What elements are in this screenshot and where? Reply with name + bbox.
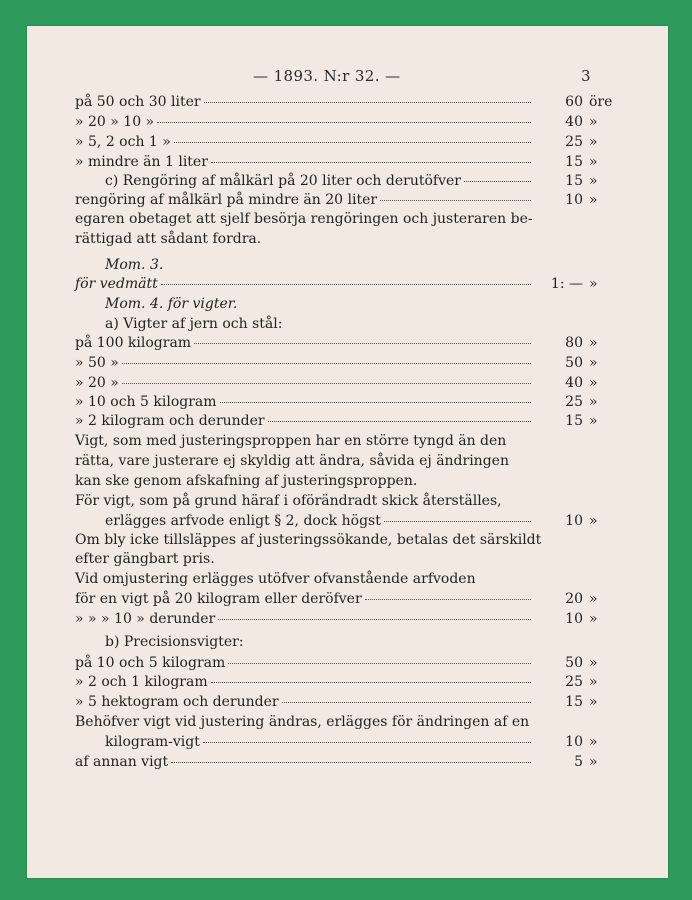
amount-unit: » — [589, 375, 598, 391]
amount-value: 20 — [565, 591, 583, 607]
amount-value: 50 — [565, 355, 583, 371]
entry-label: för en vigt på 20 kilogram eller deröfver — [75, 591, 362, 607]
body-text: Vigt, som med justeringsproppen har en större tyngd än den — [75, 433, 507, 449]
entry-amount — [537, 353, 615, 373]
body-text: För vigt, som på grund häraf i oförändradt skick återställes, — [75, 493, 502, 509]
dot-leader — [174, 141, 531, 143]
entry-label: » » » 10 » derunder — [75, 611, 216, 627]
dot-leader — [218, 618, 531, 620]
amount-unit: » — [589, 754, 598, 770]
dot-leader — [161, 283, 531, 285]
tariff-entry — [75, 373, 615, 393]
amount-unit: » — [589, 513, 598, 529]
body-text: rätta, vare justerare ej skyldig att ändra, såvida ej ändringen — [75, 453, 509, 469]
entry-label: » 2 kilogram och derunder — [75, 413, 265, 429]
entry-amount — [537, 732, 615, 752]
entry-label: » 5 hektogram och derunder — [75, 694, 279, 710]
entry-label: på 50 och 30 liter — [75, 94, 201, 110]
entry-amount — [537, 672, 615, 692]
tariff-entry — [75, 392, 615, 412]
amount-unit: » — [589, 173, 598, 189]
entry-label: för vedmätt — [75, 276, 158, 292]
entry-label: c) Rengöring af målkärl på 20 liter och derutöfver — [105, 173, 461, 189]
amount-unit: » — [589, 154, 598, 170]
amount-value: 10 — [565, 611, 583, 627]
entry-label: » 10 och 5 kilogram — [75, 394, 217, 410]
tariff-entry — [75, 411, 615, 431]
amount-value: 10 — [565, 734, 583, 750]
entry-amount — [537, 112, 615, 132]
amount-unit: » — [589, 134, 598, 150]
amount-unit: » — [589, 355, 598, 371]
body-text: efter gängbart pris. — [75, 551, 215, 567]
amount-value: 10 — [565, 192, 583, 208]
entry-label: » 50 » — [75, 355, 119, 371]
amount-value: 10 — [565, 513, 583, 529]
tariff-entry — [75, 692, 615, 712]
entry-label: » mindre än 1 liter — [75, 154, 208, 170]
entry-amount — [537, 132, 615, 152]
amount-value: 15 — [565, 694, 583, 710]
entry-label: af annan vigt — [75, 754, 169, 770]
tariff-entry — [75, 152, 615, 172]
entry-label: kilogram-vigt — [105, 734, 200, 750]
dot-leader — [157, 121, 531, 123]
amount-unit: » — [589, 674, 598, 690]
page-number: 3 — [581, 67, 591, 85]
dot-leader — [203, 741, 531, 743]
amount-unit: » — [589, 335, 598, 351]
section-heading: Mom. 3. — [105, 257, 164, 273]
amount-value: 25 — [565, 134, 583, 150]
entry-amount — [537, 511, 615, 531]
amount-unit: » — [589, 611, 598, 627]
entry-label: » 5, 2 och 1 » — [75, 134, 171, 150]
dot-leader — [194, 342, 531, 344]
entry-amount — [537, 333, 615, 353]
dot-leader — [171, 761, 531, 763]
entry-label: erlägges arfvode enligt § 2, dock högst — [105, 513, 381, 529]
dot-leader — [211, 681, 531, 683]
tariff-entry — [75, 589, 615, 609]
entry-label: på 100 kilogram — [75, 335, 192, 351]
amount-value: 25 — [565, 674, 583, 690]
dot-leader — [228, 662, 531, 664]
amount-unit: » — [589, 114, 598, 130]
entry-amount — [537, 653, 615, 673]
tariff-entry — [75, 511, 615, 531]
amount-unit: » — [589, 192, 598, 208]
dot-leader — [384, 520, 531, 522]
amount-value: 50 — [565, 655, 583, 671]
amount-value: 15 — [565, 154, 583, 170]
amount-unit: » — [589, 276, 598, 292]
amount-value: 40 — [565, 375, 583, 391]
amount-unit: » — [589, 734, 598, 750]
dot-leader — [365, 598, 531, 600]
amount-value: 40 — [565, 114, 583, 130]
tariff-entry — [75, 171, 615, 191]
document-page — [27, 26, 668, 878]
amount-value: 15 — [565, 413, 583, 429]
amount-value: 25 — [565, 394, 583, 410]
amount-unit: » — [589, 591, 598, 607]
tariff-entry — [75, 132, 615, 152]
dot-leader — [220, 401, 531, 403]
amount-unit: » — [589, 694, 598, 710]
body-text: a) Vigter af jern och stål: — [105, 316, 283, 332]
tariff-entry — [75, 653, 615, 673]
entry-label: » 2 och 1 kilogram — [75, 674, 208, 690]
amount-value: 5 — [574, 754, 583, 770]
tariff-entry — [75, 672, 615, 692]
dot-leader — [122, 382, 531, 384]
amount-unit: » — [589, 394, 598, 410]
body-text: kan ske genom afskafning af justeringsproppen. — [75, 473, 418, 489]
entry-amount — [537, 152, 615, 172]
dot-leader — [122, 362, 531, 364]
dot-leader — [282, 701, 531, 703]
tariff-entry — [75, 609, 615, 629]
amount-unit: » — [589, 413, 598, 429]
body-text: b) Precisionsvigter: — [105, 634, 244, 650]
amount-value: 15 — [565, 173, 583, 189]
tariff-entry — [75, 732, 615, 752]
tariff-entry — [75, 333, 615, 353]
entry-amount — [537, 692, 615, 712]
entry-amount — [537, 171, 615, 191]
body-text: Om bly icke tillsläppes af justeringssökande, betalas det särskildt — [75, 532, 542, 548]
dot-leader — [204, 101, 531, 103]
entry-label: » 20 » — [75, 375, 119, 391]
amount-value: 80 — [565, 335, 583, 351]
entry-amount — [537, 589, 615, 609]
header-title: — 1893. N:r 32. — — [253, 67, 401, 85]
tariff-entry — [75, 752, 615, 772]
entry-amount — [537, 274, 615, 294]
entry-label: på 10 och 5 kilogram — [75, 655, 226, 671]
dot-leader — [380, 199, 531, 201]
entry-amount — [537, 92, 615, 112]
entry-amount — [537, 411, 615, 431]
amount-unit: » — [589, 655, 598, 671]
entry-amount — [537, 373, 615, 393]
dot-leader — [211, 161, 531, 163]
amount-unit: öre — [589, 94, 613, 110]
entry-label: » 20 » 10 » — [75, 114, 155, 130]
dot-leader — [268, 420, 531, 422]
tariff-entry — [75, 353, 615, 373]
entry-amount — [537, 190, 615, 210]
amount-value: 1: — — [550, 276, 583, 292]
tariff-entry — [75, 190, 615, 210]
page-header — [27, 67, 668, 87]
section-heading: Mom. 4. för vigter. — [105, 296, 238, 312]
body-text: Vid omjustering erlägges utöfver ofvanstående arfvoden — [75, 571, 476, 587]
dot-leader — [464, 180, 531, 182]
body-text: rättigad att sådant fordra. — [75, 231, 262, 247]
body-text: Behöfver vigt vid justering ändras, erlägges för ändringen af en — [75, 714, 530, 730]
entry-label: rengöring af målkärl på mindre än 20 liter — [75, 192, 378, 208]
body-text: egaren obetaget att sjelf besörja rengöringen och justeraren be- — [75, 211, 533, 227]
entry-amount — [537, 609, 615, 629]
amount-value: 60 — [565, 94, 583, 110]
entry-amount — [537, 392, 615, 412]
tariff-entry — [75, 274, 615, 294]
tariff-entry — [75, 112, 615, 132]
entry-amount — [537, 752, 615, 772]
tariff-entry — [75, 92, 615, 112]
